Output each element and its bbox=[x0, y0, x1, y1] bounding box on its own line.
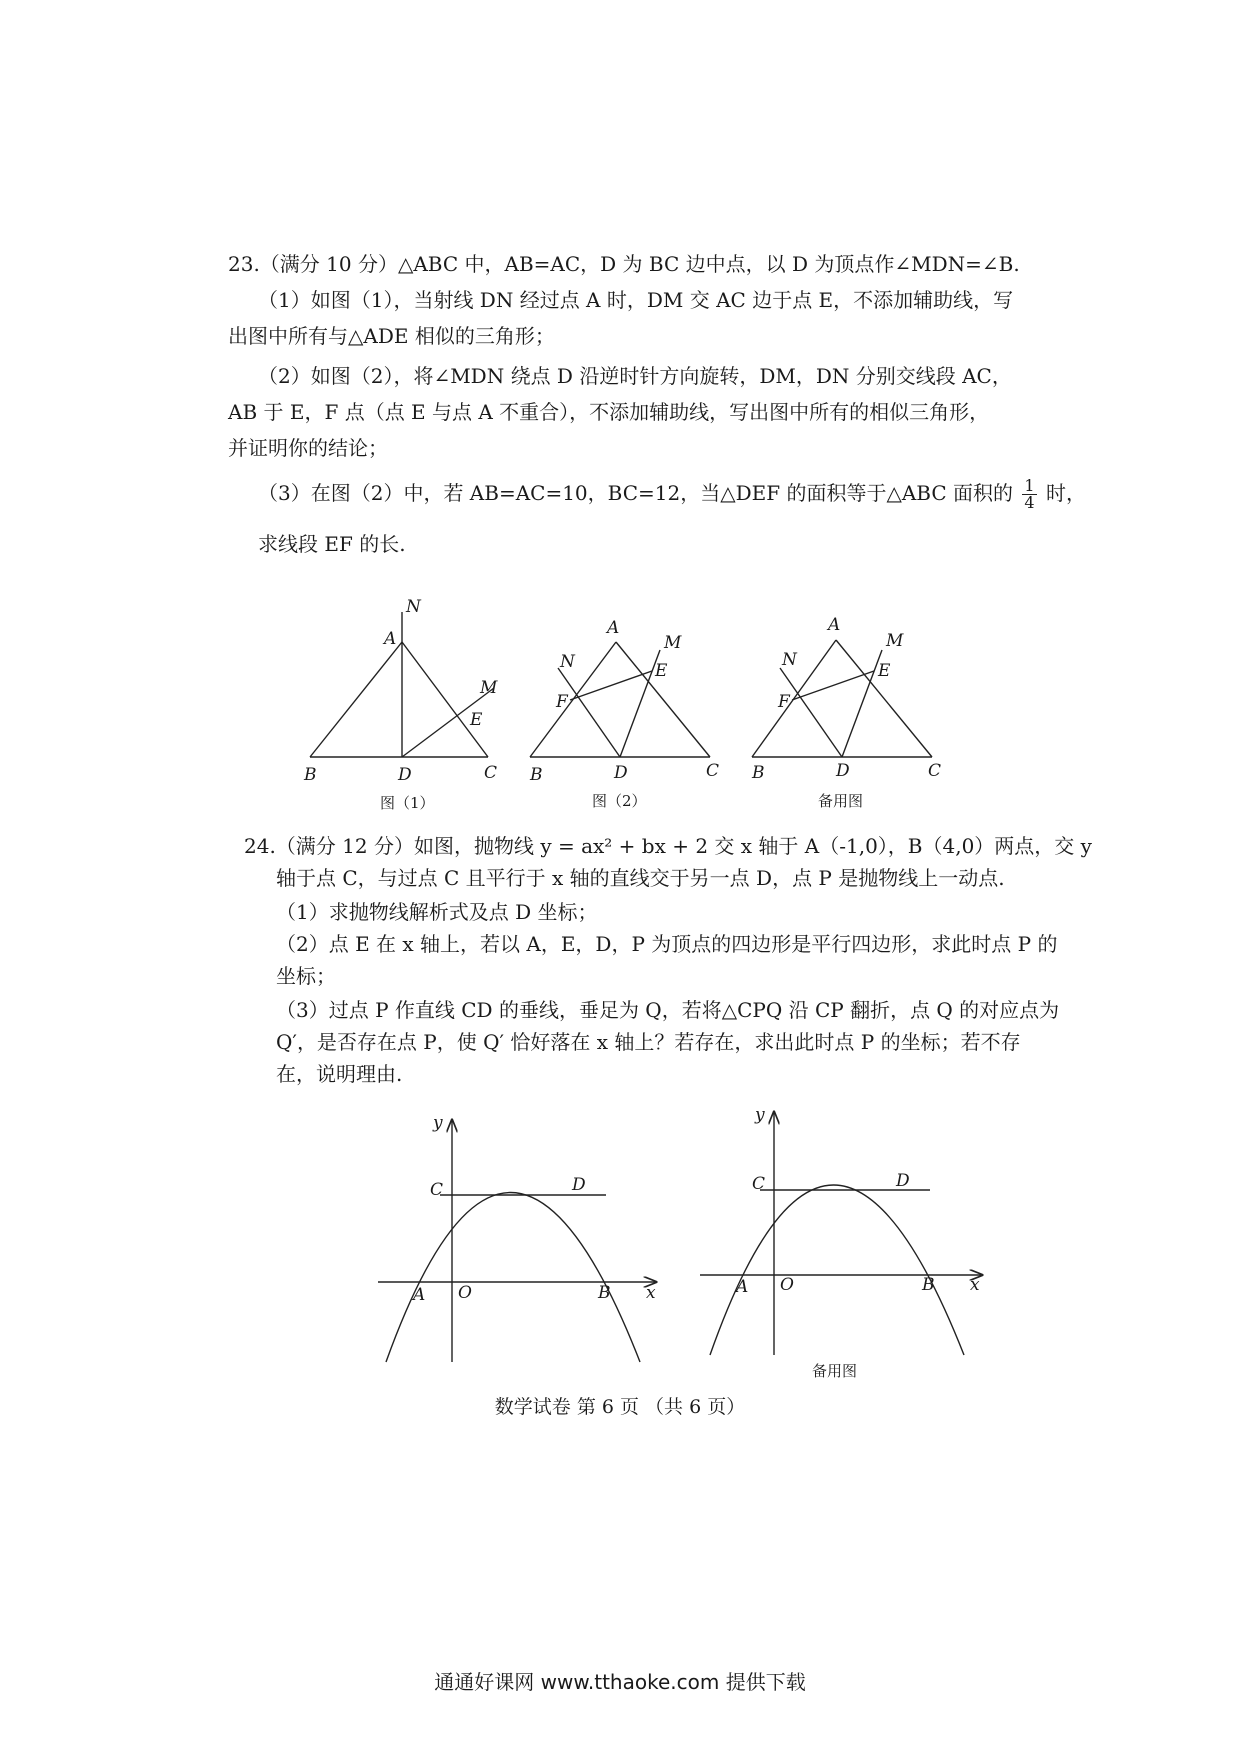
q23-line-1: 23.（满分 10 分）△ABC 中，AB=AC，D 为 BC 边中点，以 D 为顶点作∠MDN=∠B. bbox=[228, 252, 1020, 276]
fig2-label-a: A bbox=[607, 618, 620, 638]
q23-line-5: AB 于 E，F 点（点 E 与点 A 不重合），不添加辅助线，写出图中所有的相似三角形， bbox=[228, 400, 990, 424]
graph2-label-d: D bbox=[896, 1171, 910, 1191]
graph1-label-x: x bbox=[646, 1283, 656, 1303]
fig2-label-d: D bbox=[614, 763, 628, 783]
q23-line-7-tail: 时， bbox=[1045, 481, 1086, 505]
fig1-label-c: C bbox=[484, 763, 498, 783]
graph1-label-o: O bbox=[458, 1283, 472, 1303]
graph2-parabola bbox=[710, 1185, 964, 1355]
fig3-label-a: A bbox=[828, 615, 841, 635]
q23-line-6: 并证明你的结论； bbox=[228, 436, 388, 460]
page-footer: 数学试卷 第 6 页 （共 6 页） bbox=[494, 1396, 746, 1418]
fig2-label-m: M bbox=[664, 633, 682, 653]
fig1-segment-ac bbox=[402, 642, 488, 757]
graph1-label-b: B bbox=[598, 1283, 611, 1303]
fig2-label-f: F bbox=[556, 692, 568, 712]
fig3-label-m: M bbox=[886, 631, 904, 651]
fig2-label-e: E bbox=[655, 661, 668, 681]
download-source-footer: 通通好课网 www.tthaoke.com 提供下载 bbox=[434, 1670, 806, 1694]
graph2-label-y: y bbox=[755, 1105, 765, 1125]
q24-line-1: 24.（满分 12 分）如图，抛物线 y = ax² + bx + 2 交 x 轴于 A（-1,0），B（4,0）两点，交 y bbox=[244, 834, 1092, 858]
fig1-label-e: E bbox=[470, 710, 483, 730]
q24-line-6: （3）过点 P 作直线 CD 的垂线，垂足为 Q，若将△CPQ 沿 CP 翻折，点 Q 的对应点为 bbox=[276, 998, 1060, 1022]
fig2-label-c: C bbox=[706, 761, 720, 781]
graph2-label-b: B bbox=[922, 1275, 935, 1295]
q23-line-8: 求线段 EF 的长. bbox=[258, 532, 406, 556]
fig1-label-b: B bbox=[304, 765, 317, 785]
fig3-label-f: F bbox=[778, 692, 790, 712]
graph1-label-y: y bbox=[433, 1113, 443, 1133]
fig3-label-c: C bbox=[928, 761, 942, 781]
fig2-ray-dn bbox=[558, 668, 620, 757]
graph1-parabola bbox=[386, 1193, 640, 1363]
graph1-label-d: D bbox=[572, 1175, 586, 1195]
fig3-label-e: E bbox=[878, 661, 891, 681]
fig1-label-d: D bbox=[398, 765, 412, 785]
fraction-numerator: 1 bbox=[1024, 476, 1035, 495]
q23-line-4: （2）如图（2），将∠MDN 绕点 D 沿逆时针方向旋转，DM，DN 分别交线段 AC， bbox=[258, 364, 1012, 388]
fig2-label-n: N bbox=[560, 652, 575, 672]
graph2-label-o: O bbox=[780, 1275, 794, 1295]
q23-line-3: 出图中所有与△ADE 相似的三角形； bbox=[228, 324, 555, 348]
fraction-one-quarter bbox=[1022, 478, 1036, 511]
fig3-ray-dn bbox=[780, 668, 842, 757]
fig3-segment-ac bbox=[836, 640, 932, 757]
graph1-label-c: C bbox=[430, 1180, 444, 1200]
fig3-caption: 备用图 bbox=[818, 792, 864, 810]
fig3-label-b: B bbox=[752, 763, 765, 783]
fig2-label-b: B bbox=[530, 765, 543, 785]
fig3-segment-ef bbox=[792, 671, 874, 700]
q24-line-7: Q′，是否存在点 P，使 Q′ 恰好落在 x 轴上？若存在，求出此时点 P 的坐标；若不存 bbox=[276, 1030, 1021, 1054]
fig1-segment-ab bbox=[310, 642, 402, 757]
q24-line-8: 在，说明理由. bbox=[276, 1062, 403, 1086]
graph2-label-a: A bbox=[736, 1277, 749, 1297]
fig3-label-d: D bbox=[836, 761, 850, 781]
q24-figures bbox=[370, 1100, 990, 1390]
graph1-label-a: A bbox=[413, 1285, 426, 1305]
q23-line-7-text: （3）在图（2）中，若 AB=AC=10，BC=12，当△DEF 的面积等于△ABC 面积的 bbox=[258, 481, 1014, 505]
fraction-denominator: 4 bbox=[1024, 493, 1035, 512]
fig2-segment-ef bbox=[570, 671, 652, 700]
q23-figures bbox=[280, 595, 980, 815]
fig3-label-n: N bbox=[782, 650, 797, 670]
q23-line-2: （1）如图（1），当射线 DN 经过点 A 时，DM 交 AC 边于点 E，不添加辅助线，写 bbox=[258, 288, 1014, 312]
q24-line-4: （2）点 E 在 x 轴上，若以 A，E，D，P 为顶点的四边形是平行四边形，求此时点 P 的 bbox=[276, 932, 1058, 956]
q23-line-7 bbox=[258, 478, 1086, 511]
fig1-caption: 图（1） bbox=[380, 794, 435, 812]
fig2-ray-dm bbox=[620, 650, 660, 757]
graph2-label-x: x bbox=[970, 1275, 980, 1295]
fig1-label-a: A bbox=[384, 629, 397, 649]
fig2-caption: 图（2） bbox=[592, 792, 647, 810]
fig3-ray-dm bbox=[842, 650, 882, 757]
fig2-segment-ac bbox=[616, 642, 710, 757]
q24-line-5: 坐标； bbox=[276, 964, 336, 988]
graph2-label-c: C bbox=[752, 1174, 766, 1194]
graph2-caption: 备用图 bbox=[812, 1362, 858, 1380]
q24-line-3: （1）求抛物线解析式及点 D 坐标； bbox=[276, 900, 598, 924]
fig1-label-m: M bbox=[480, 678, 498, 698]
fig1-label-n: N bbox=[406, 597, 421, 617]
q24-line-2: 轴于点 C，与过点 C 且平行于 x 轴的直线交于另一点 D，点 P 是抛物线上一动点. bbox=[276, 866, 1005, 890]
